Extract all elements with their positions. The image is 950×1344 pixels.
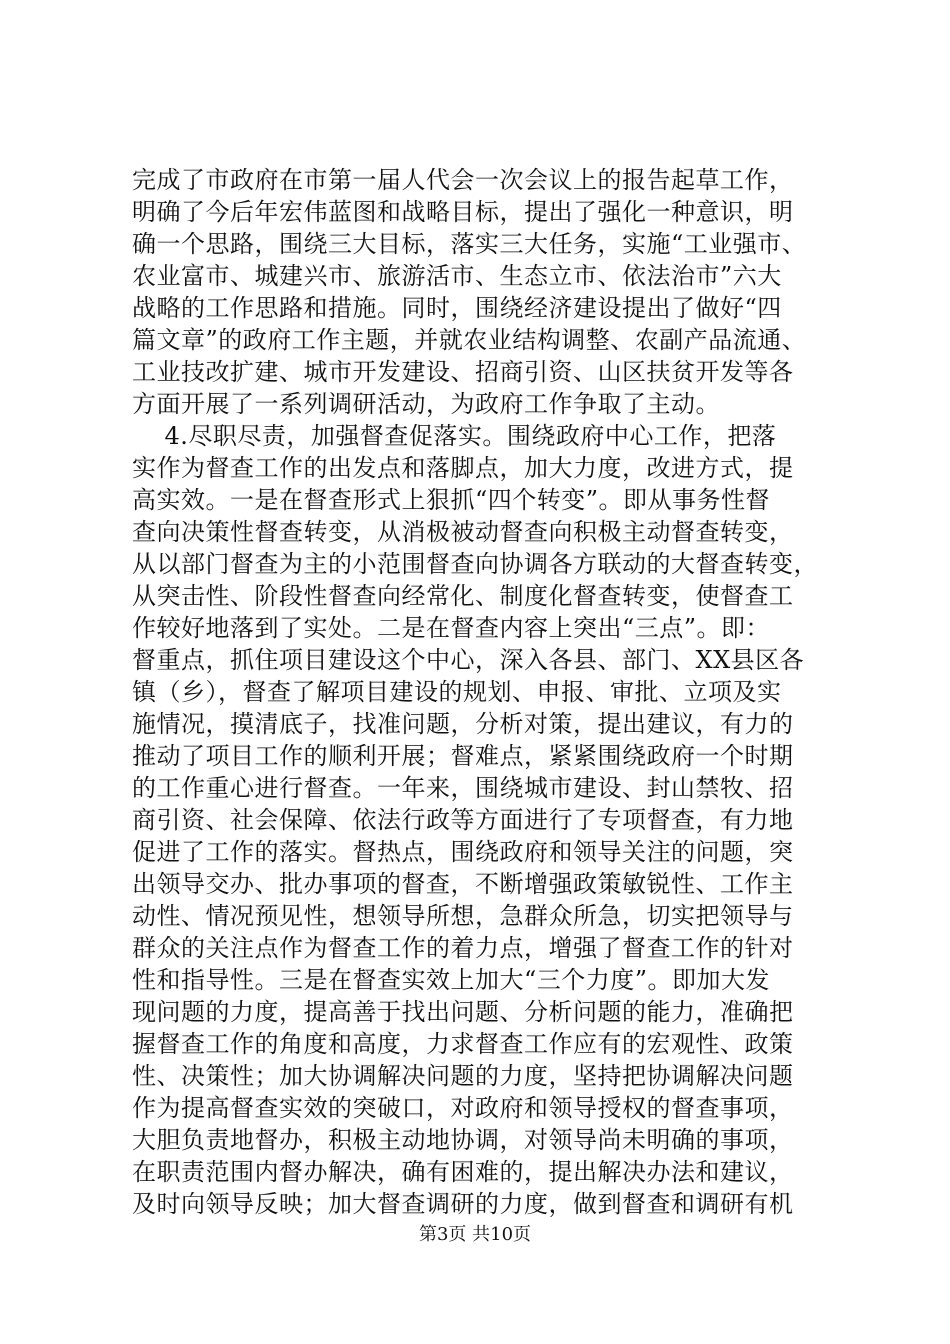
- text-line: 出领导交办、批办事项的督查，不断增强政策敏锐性、工作主: [132, 870, 794, 898]
- page-number: 第3页 共10页: [418, 1224, 532, 1245]
- text-line: 方面开展了一系列调研活动，为政府工作争取了主动。: [132, 390, 720, 418]
- text-line: 施情况，摸清底子，找准问题，分析对策，提出建议，有力的: [132, 710, 794, 738]
- text-line: 工业技改扩建、城市开发建设、招商引资、山区扶贫开发等各: [132, 358, 794, 386]
- text-line: 完成了市政府在市第一届人代会一次会议上的报告起草工作，: [132, 166, 794, 194]
- text-line: 握督查工作的角度和高度，力求督查工作应有的宏观性、政策: [132, 1030, 794, 1058]
- body-text: [132, 164, 832, 1220]
- text-line: 及时向领导反映；加大督查调研的力度，做到督查和调研有机: [132, 1190, 794, 1218]
- page-footer: [0, 1220, 950, 1246]
- text-line: 明确了今后年宏伟蓝图和战略目标，提出了强化一种意识，明: [132, 198, 794, 226]
- text-line: 推动了项目工作的顺利开展；督难点，紧紧围绕政府一个时期: [132, 742, 794, 770]
- text-line: 从突击性、阶段性督查向经常化、制度化督查转变，使督查工: [132, 582, 794, 610]
- text-line: 高实效。一是在督查形式上狠抓“四个转变”。即从事务性督: [132, 486, 771, 514]
- text-line: 的工作重心进行督查。一年来，围绕城市建设、封山禁牧、招: [132, 774, 794, 802]
- text-line: 镇（乡），督查了解项目建设的规划、申报、审批、立项及实: [132, 678, 782, 706]
- text-line: 4.尽职尽责，加强督查促落实。围绕政府中心工作，把落: [132, 422, 777, 450]
- text-line: 性、决策性；加大协调解决问题的力度，坚持把协调解决问题: [132, 1062, 794, 1090]
- text-line: 从以部门督查为主的小范围督查向协调各方联动的大督查转变，: [132, 550, 818, 578]
- text-line: 战略的工作思路和措施。同时，围绕经济建设提出了做好“四: [132, 294, 782, 322]
- text-line: 查向决策性督查转变，从消极被动督查向积极主动督查转变，: [132, 518, 794, 546]
- text-line: 性和指导性。三是在督查实效上加大“三个力度”。即加大发: [132, 966, 771, 994]
- text-line: 作较好地落到了实处。二是在督查内容上突出“三点”。即：: [132, 614, 771, 642]
- text-line: 群众的关注点作为督查工作的着力点，增强了督查工作的针对: [132, 934, 794, 962]
- text-line: 督重点，抓住项目建设这个中心，深入各县、部门、XX县区各: [132, 646, 805, 674]
- text-line: 确一个思路，围绕三大目标，落实三大任务，实施“工业强市、: [132, 230, 807, 258]
- text-line: 篇文章”的政府工作主题，并就农业结构调整、农副产品流通、: [132, 326, 807, 354]
- text-line: 农业富市、城建兴市、旅游活市、生态立市、依法治市”六大: [132, 262, 782, 290]
- text-line: 促进了工作的落实。督热点，围绕政府和领导关注的问题，突: [132, 838, 794, 866]
- text-line: 现问题的力度，提高善于找出问题、分析问题的能力，准确把: [132, 998, 794, 1026]
- text-line: 大胆负责地督办，积极主动地协调，对领导尚未明确的事项，: [132, 1126, 794, 1154]
- text-line: 商引资、社会保障、依法行政等方面进行了专项督查，有力地: [132, 806, 794, 834]
- text-line: 在职责范围内督办解决，确有困难的，提出解决办法和建议，: [132, 1158, 794, 1186]
- text-line: 动性、情况预见性，想领导所想，急群众所急，切实把领导与: [132, 902, 794, 930]
- text-line: 实作为督查工作的出发点和落脚点，加大力度，改进方式，提: [132, 454, 794, 482]
- text-line: 作为提高督查实效的突破口，对政府和领导授权的督查事项，: [132, 1094, 794, 1122]
